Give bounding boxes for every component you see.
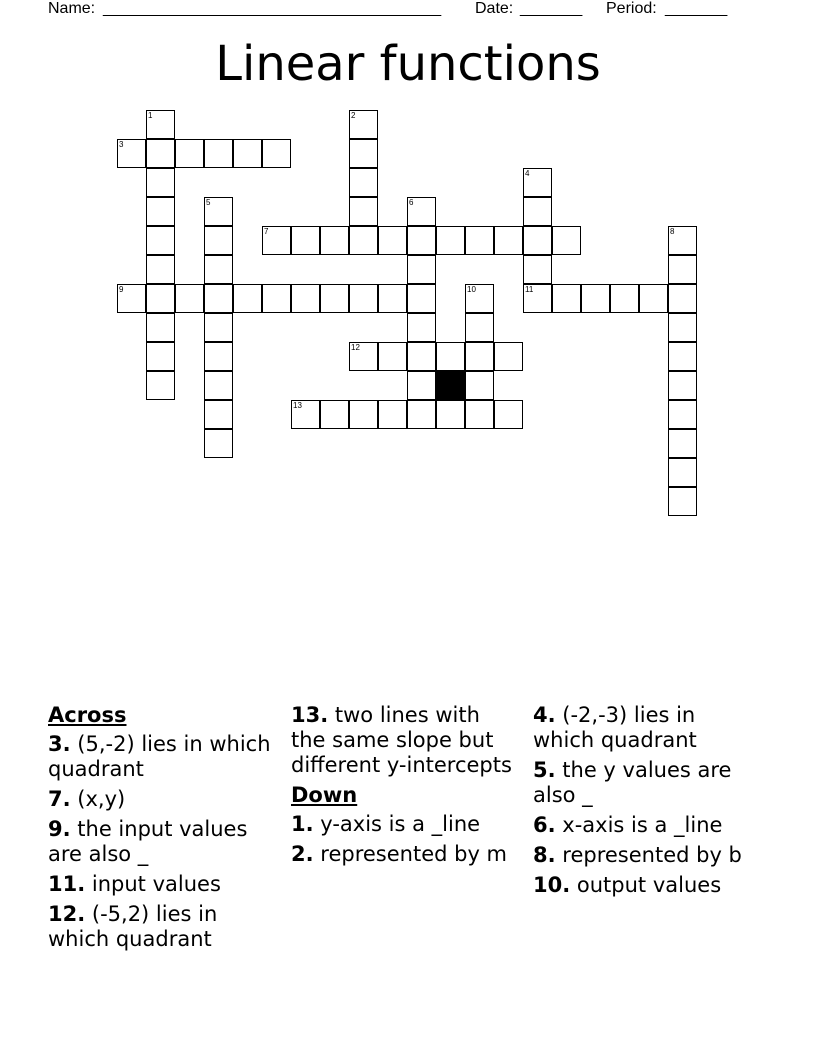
crossword-cell[interactable] [668, 487, 697, 516]
crossword-cell[interactable] [117, 284, 146, 313]
crossword-cell[interactable] [204, 342, 233, 371]
clue-number-label: 11 [525, 285, 534, 294]
crossword-cell[interactable] [639, 284, 668, 313]
crossword-cell[interactable] [146, 313, 175, 342]
period-field[interactable]: _______ [665, 0, 728, 17]
clue-number-label: 4 [525, 169, 530, 178]
clue-number-label: 9 [119, 285, 124, 294]
crossword-cell[interactable] [349, 226, 378, 255]
name-field[interactable]: ______________________________________ [103, 0, 442, 17]
crossword-cell[interactable] [552, 226, 581, 255]
crossword-cell[interactable] [262, 284, 291, 313]
clue-number: 13. [291, 703, 329, 727]
crossword-cell[interactable] [407, 226, 436, 255]
crossword-cell[interactable] [117, 139, 146, 168]
crossword-cell[interactable] [407, 313, 436, 342]
crossword-cell[interactable] [146, 226, 175, 255]
crossword-cell[interactable] [668, 313, 697, 342]
clue-down-2 [291, 842, 516, 867]
crossword-cell[interactable] [291, 284, 320, 313]
crossword-cell[interactable] [146, 342, 175, 371]
crossword-cell[interactable] [668, 429, 697, 458]
clue-number-label: 10 [467, 285, 476, 294]
crossword-cell[interactable] [378, 226, 407, 255]
crossword-cell[interactable] [436, 400, 465, 429]
crossword-cell[interactable] [204, 139, 233, 168]
crossword-cell[interactable] [349, 139, 378, 168]
crossword-cell[interactable] [349, 110, 378, 139]
crossword-cell[interactable] [320, 226, 349, 255]
crossword-cell[interactable] [494, 400, 523, 429]
crossword-cell[interactable] [407, 400, 436, 429]
clue-down-8 [533, 843, 758, 868]
date-label: Date: [475, 0, 514, 17]
clue-number: 6. [533, 813, 556, 837]
crossword-cell[interactable] [668, 226, 697, 255]
name-label: Name: [48, 0, 96, 17]
crossword-cell[interactable] [175, 284, 204, 313]
crossword-cell[interactable] [349, 400, 378, 429]
shaded-cell [436, 371, 465, 400]
crossword-cell[interactable] [465, 400, 494, 429]
crossword-cell[interactable] [465, 284, 494, 313]
clue-column-3 [533, 703, 758, 903]
crossword-cell[interactable] [523, 197, 552, 226]
crossword-cell[interactable] [407, 197, 436, 226]
crossword-cell[interactable] [523, 284, 552, 313]
crossword-cell[interactable] [552, 284, 581, 313]
crossword-cell[interactable] [175, 139, 204, 168]
clue-column-1 [48, 703, 280, 957]
crossword-cell[interactable] [146, 139, 175, 168]
clue-number-label: 12 [351, 343, 360, 352]
clue-text: x-axis is a _line [562, 813, 723, 837]
clue-across-12 [48, 902, 280, 952]
crossword-cell[interactable] [291, 400, 320, 429]
crossword-cell[interactable] [204, 284, 233, 313]
clue-text: y-axis is a _line [320, 812, 481, 836]
crossword-cell[interactable] [349, 284, 378, 313]
clue-text: the y values are also _ [533, 758, 732, 807]
clue-number-label: 8 [670, 227, 675, 236]
crossword-cell[interactable] [204, 429, 233, 458]
clue-number-label: 2 [351, 111, 356, 120]
clue-number: 1. [291, 812, 314, 836]
crossword-cell[interactable] [407, 255, 436, 284]
clue-text: (-5,2) lies in which quadrant [48, 902, 218, 951]
crossword-cell[interactable] [523, 168, 552, 197]
crossword-cell[interactable] [436, 342, 465, 371]
crossword-cell[interactable] [262, 226, 291, 255]
crossword-cell[interactable] [291, 226, 320, 255]
crossword-cell[interactable] [465, 226, 494, 255]
clue-number-label: 13 [293, 401, 302, 410]
clue-across-3 [48, 732, 280, 782]
crossword-cell[interactable] [668, 458, 697, 487]
crossword-cell[interactable] [204, 255, 233, 284]
crossword-cell[interactable] [465, 313, 494, 342]
clue-number-label: 7 [264, 227, 269, 236]
crossword-cell[interactable] [465, 342, 494, 371]
clue-across-13 [291, 703, 516, 778]
crossword-cell[interactable] [378, 400, 407, 429]
clue-down-1 [291, 812, 516, 837]
clue-number-label: 3 [119, 140, 124, 149]
clue-down-10 [533, 873, 758, 898]
period-label: Period: [606, 0, 657, 17]
crossword-cell[interactable] [146, 168, 175, 197]
crossword-cell[interactable] [146, 197, 175, 226]
clue-text: two lines with the same slope but different y-intercepts [291, 703, 512, 777]
crossword-cell[interactable] [204, 371, 233, 400]
crossword-cell[interactable] [407, 284, 436, 313]
clue-number-label: 6 [409, 198, 414, 207]
crossword-cell[interactable] [668, 371, 697, 400]
clue-column-2 [291, 703, 516, 872]
crossword-cell[interactable] [146, 371, 175, 400]
crossword-cell[interactable] [668, 400, 697, 429]
crossword-cell[interactable] [204, 400, 233, 429]
crossword-cell[interactable] [378, 284, 407, 313]
crossword-cell[interactable] [204, 313, 233, 342]
clue-number: 4. [533, 703, 556, 727]
crossword-cell[interactable] [668, 255, 697, 284]
crossword-cell[interactable] [349, 168, 378, 197]
clue-number: 11. [48, 872, 86, 896]
clue-number: 12. [48, 902, 86, 926]
clue-number: 5. [533, 758, 556, 782]
crossword-cell[interactable] [581, 284, 610, 313]
crossword-cell[interactable] [204, 226, 233, 255]
crossword-cell[interactable] [494, 226, 523, 255]
crossword-cell[interactable] [233, 139, 262, 168]
crossword-cell[interactable] [668, 284, 697, 313]
crossword-cell[interactable] [233, 284, 262, 313]
clue-text: input values [91, 872, 221, 896]
clue-number: 8. [533, 843, 556, 867]
crossword-cell[interactable] [146, 255, 175, 284]
clue-down-4 [533, 703, 758, 753]
clue-text: represented by m [320, 842, 508, 866]
clue-text: represented by b [562, 843, 742, 867]
crossword-cell[interactable] [436, 226, 465, 255]
clue-number: 10. [533, 873, 571, 897]
clue-across-11 [48, 872, 280, 897]
crossword-cell[interactable] [407, 342, 436, 371]
clue-number: 7. [48, 787, 71, 811]
crossword-cell[interactable] [610, 284, 639, 313]
crossword-cell[interactable] [523, 255, 552, 284]
clue-down-6 [533, 813, 758, 838]
crossword-cell[interactable] [407, 371, 436, 400]
crossword-cell[interactable] [465, 371, 494, 400]
clue-number: 2. [291, 842, 314, 866]
crossword-cell[interactable] [668, 342, 697, 371]
clue-text: (-2,-3) lies in which quadrant [533, 703, 697, 752]
clue-across-7 [48, 787, 280, 812]
crossword-cell[interactable] [378, 342, 407, 371]
clue-text: output values [576, 873, 722, 897]
down-heading: Down [291, 783, 358, 807]
clue-number: 9. [48, 817, 71, 841]
clue-number-label: 5 [206, 198, 211, 207]
clue-text: (5,-2) lies in which quadrant [48, 732, 271, 781]
clue-number: 3. [48, 732, 71, 756]
clue-text: the input values are also _ [48, 817, 248, 866]
crossword-cell[interactable] [349, 197, 378, 226]
clue-down-5 [533, 758, 758, 808]
crossword-cell[interactable] [146, 284, 175, 313]
clue-number-label: 1 [148, 111, 153, 120]
across-heading: Across [48, 703, 127, 727]
crossword-cell[interactable] [262, 139, 291, 168]
crossword-cell[interactable] [204, 197, 233, 226]
crossword-cell[interactable] [320, 400, 349, 429]
crossword-cell[interactable] [494, 342, 523, 371]
page-title: Linear functions [215, 36, 601, 92]
crossword-cell[interactable] [320, 284, 349, 313]
date-field[interactable]: _______ [520, 0, 583, 17]
clue-text: (x,y) [77, 787, 126, 811]
crossword-cell[interactable] [146, 110, 175, 139]
crossword-cell[interactable] [523, 226, 552, 255]
clue-across-9 [48, 817, 280, 867]
crossword-cell[interactable] [349, 342, 378, 371]
